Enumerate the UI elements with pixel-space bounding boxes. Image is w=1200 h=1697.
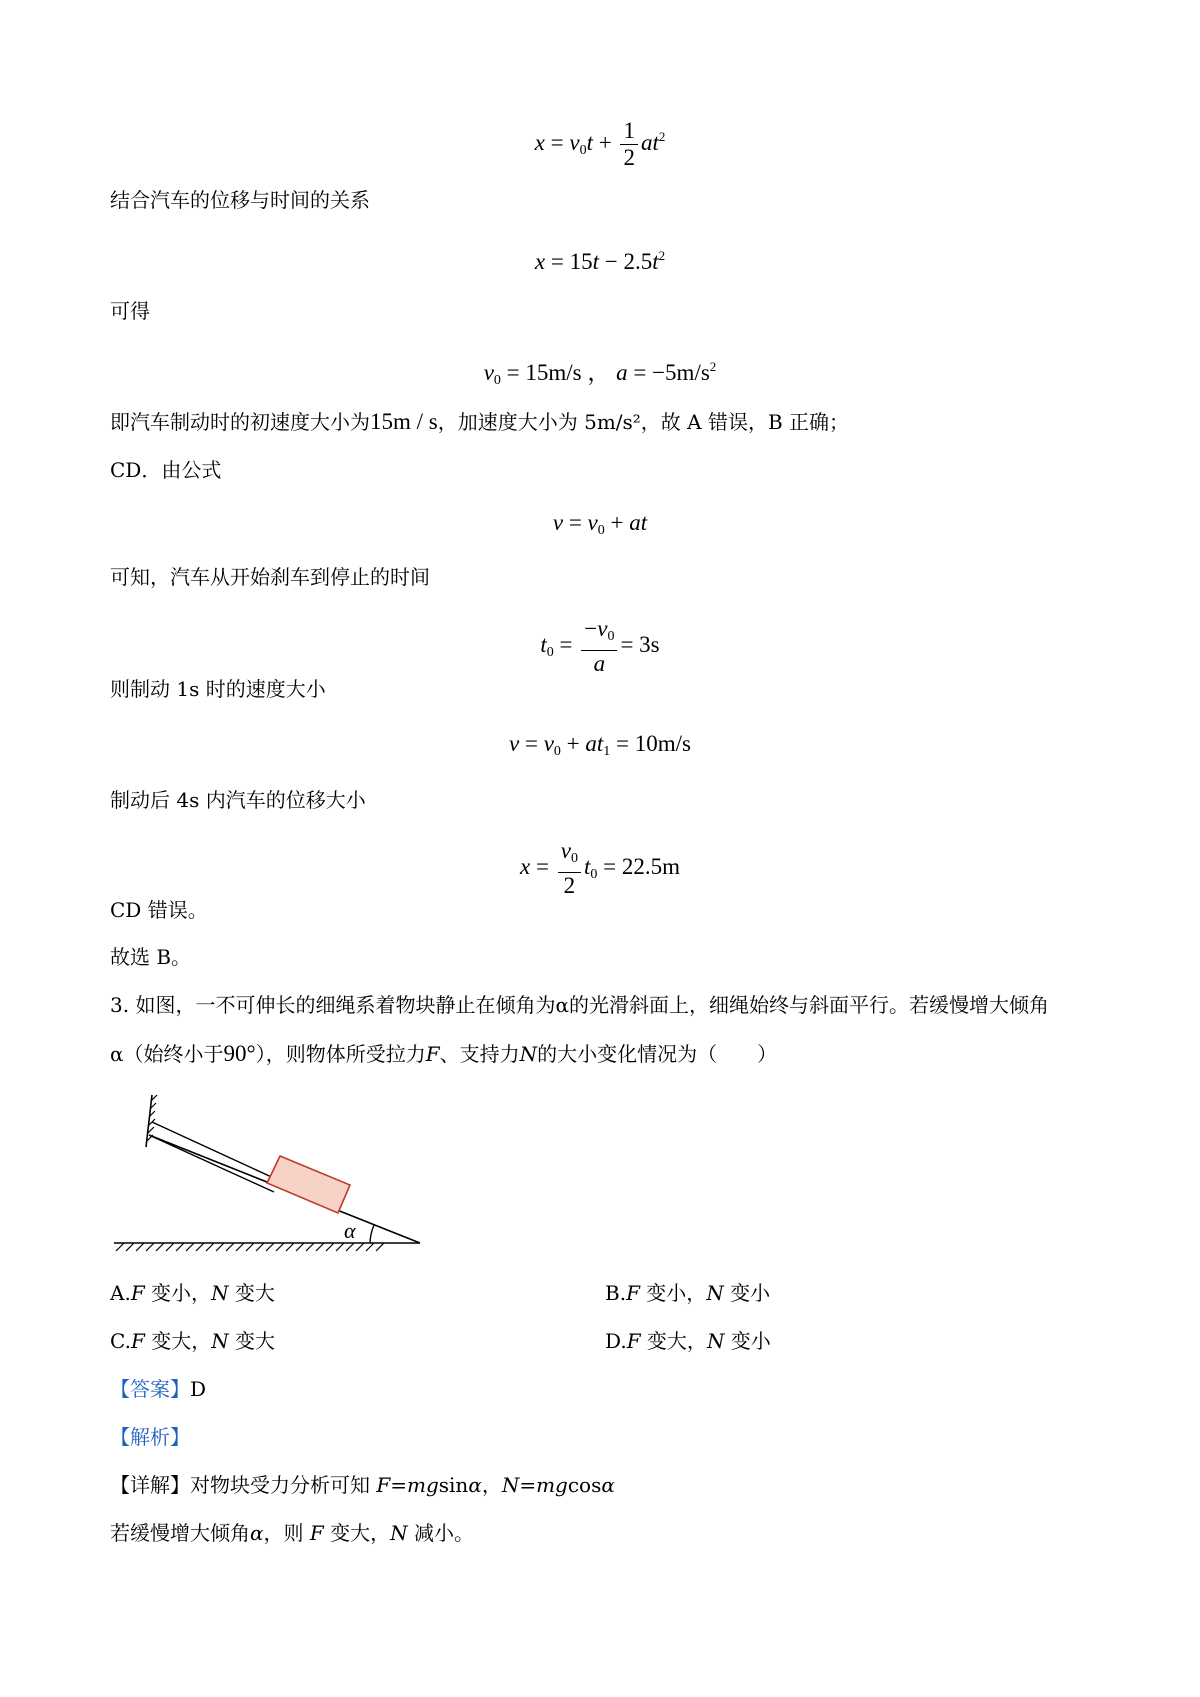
text-line-4: CD．由公式 bbox=[110, 458, 222, 482]
rope-bottom bbox=[149, 1135, 274, 1192]
option-d[interactable] bbox=[605, 1327, 771, 1355]
detail-sin: sin bbox=[438, 1473, 469, 1497]
question-3-text-a: α（始终小于 bbox=[110, 1042, 224, 1066]
detail-cos: cos bbox=[567, 1473, 602, 1497]
text-line-3 bbox=[110, 408, 849, 436]
conclusion-c: 变大， bbox=[323, 1521, 391, 1545]
text-line-7: 制动后 4s 内汽车的位移大小 bbox=[110, 788, 366, 812]
conclusion-f: F bbox=[309, 1521, 324, 1545]
option-d-letter: D. bbox=[605, 1329, 627, 1353]
option-c-end: 变大 bbox=[228, 1329, 276, 1353]
option-b[interactable] bbox=[605, 1279, 770, 1307]
option-b-letter: B. bbox=[605, 1281, 627, 1305]
detail-alpha-2: α bbox=[601, 1473, 615, 1497]
option-d-mid: 变大， bbox=[640, 1329, 707, 1353]
formula-stop-time: $t_0$ = $\frac{-v_0}{a}$ = 3s bbox=[540, 616, 660, 676]
conclusion-a: 若缓慢增大倾角 bbox=[110, 1521, 250, 1545]
block bbox=[267, 1156, 350, 1213]
conclusion-alpha: α bbox=[250, 1521, 264, 1545]
conclusion-n: N bbox=[390, 1521, 408, 1545]
option-a[interactable] bbox=[110, 1279, 275, 1307]
question-3-n: N bbox=[519, 1042, 538, 1066]
option-d-f: F bbox=[626, 1329, 641, 1353]
angle-label: α bbox=[344, 1218, 356, 1243]
formula-velocity: $v = v_0$ + at bbox=[552, 510, 648, 538]
incline-figure bbox=[108, 1085, 428, 1265]
rope-top bbox=[152, 1122, 278, 1180]
option-c-letter: C. bbox=[110, 1329, 131, 1353]
analysis-label: 【解析】 bbox=[110, 1425, 190, 1449]
option-c[interactable] bbox=[110, 1327, 275, 1355]
detail-label: 【详解】 bbox=[110, 1473, 190, 1497]
option-d-n: N bbox=[706, 1329, 725, 1353]
option-c-n: N bbox=[211, 1329, 229, 1353]
option-a-letter: A. bbox=[110, 1281, 131, 1305]
detail-n: N=mg bbox=[501, 1473, 568, 1497]
question-3-angle: 90° bbox=[223, 1041, 256, 1066]
option-b-mid: 变小， bbox=[639, 1281, 707, 1305]
option-c-mid: 变大， bbox=[144, 1329, 212, 1353]
question-3-text-e: 的大小变化情况为（ ） bbox=[537, 1042, 778, 1066]
conclusion-b: ，则 bbox=[263, 1521, 310, 1545]
option-b-end: 变小 bbox=[723, 1281, 771, 1305]
detail-text: 对物块受力分析可知 bbox=[190, 1473, 377, 1497]
option-a-n: N bbox=[211, 1281, 229, 1305]
text-line-6: 则制动 1s 时的速度大小 bbox=[110, 677, 326, 701]
conclusion-d: 减小。 bbox=[407, 1521, 474, 1545]
ground-hatch bbox=[116, 1243, 384, 1251]
question-3-text-c: ），则物体所受拉力 bbox=[255, 1042, 426, 1066]
formula-initial-values: $v_0 = 15m/s$ ， $a = -5m/s^2$ bbox=[483, 359, 717, 388]
detail-alpha: α bbox=[468, 1473, 482, 1497]
text-line-5: 可知，汽车从开始刹车到停止的时间 bbox=[110, 565, 430, 589]
text-line-3c: ，加速度大小为 5m/s²，故 A 错误，B 正确； bbox=[437, 410, 850, 434]
formula-displacement-general: $x = v_0t$ + $\frac{1}{2}$ $at^2$ bbox=[534, 118, 666, 170]
conclusion-line bbox=[110, 1519, 474, 1547]
text-line-8: CD 错误。 bbox=[110, 898, 208, 922]
text-line-1: 结合汽车的位移与时间的关系 bbox=[110, 188, 370, 212]
option-b-f: F bbox=[626, 1281, 640, 1305]
option-b-n: N bbox=[706, 1281, 724, 1305]
formula-displacement-4s: x = $\frac{v_0}{2}$ $t_0 = 22.5m$ bbox=[520, 838, 680, 898]
question-3-line-2 bbox=[110, 1040, 777, 1068]
option-a-end: 变大 bbox=[228, 1281, 275, 1305]
option-c-f: F bbox=[130, 1329, 145, 1353]
question-3-line-1: 3. 如图，一不可伸长的细绳系着物块静止在倾角为α的光滑斜面上，细绳始终与斜面平行。若缓慢增大倾角 bbox=[110, 993, 1049, 1017]
option-a-f: F bbox=[130, 1281, 145, 1305]
text-line-3a: 即汽车制动时的初速度大小为 bbox=[110, 410, 370, 434]
option-d-end: 变小 bbox=[724, 1329, 771, 1353]
text-line-3b: 15m / s bbox=[370, 409, 438, 434]
formula-velocity-1s: $v = v_0 + at_1 = 10m/s$ bbox=[509, 731, 691, 759]
detail-f: F=mg bbox=[376, 1473, 439, 1497]
answer-label: 【答案】 bbox=[110, 1377, 190, 1401]
text-line-9: 故选 B。 bbox=[110, 945, 192, 969]
question-3-f: F bbox=[425, 1042, 440, 1066]
answer-line bbox=[110, 1375, 206, 1403]
answer-value: D bbox=[190, 1377, 207, 1401]
text-line-2: 可得 bbox=[110, 299, 150, 323]
angle-arc bbox=[370, 1225, 374, 1243]
detail-sep: ， bbox=[481, 1473, 502, 1497]
question-3-text-d: 、支持力 bbox=[439, 1042, 520, 1066]
formula-displacement-car: $x = 15t - 2.5t^2$ bbox=[534, 248, 666, 274]
detail-line bbox=[110, 1471, 615, 1499]
option-a-mid: 变小， bbox=[144, 1281, 212, 1305]
